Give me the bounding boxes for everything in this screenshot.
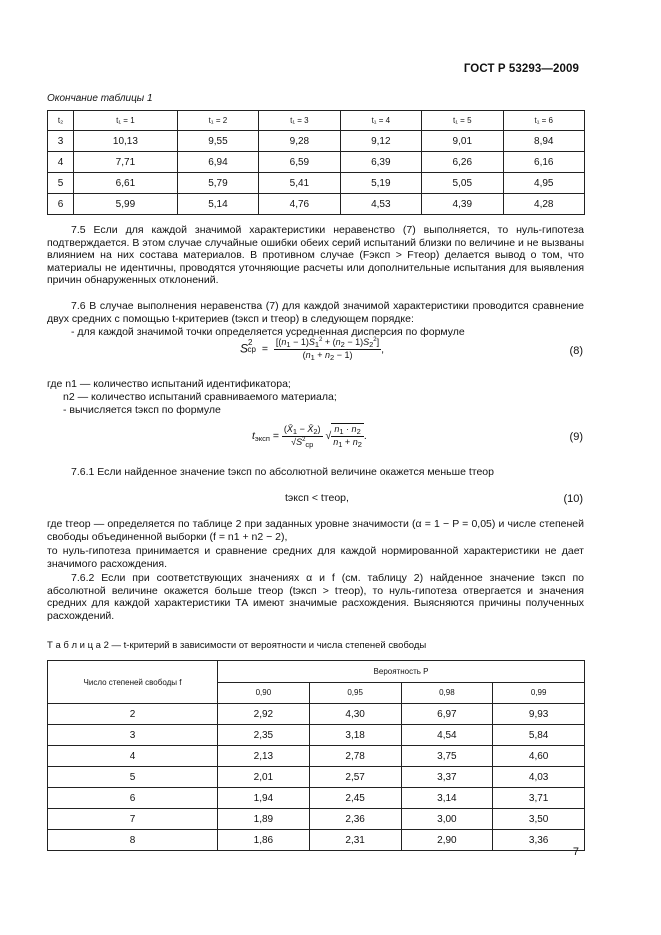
paragraph-7-5-text: 7.5 Если для каждой значимой характеристики неравенство (7) выполняется, то нуль-гипотеза подтверждается. В этом случае случайные ошибки обеих серий испытаний близки по величине и не вызваны влиянием на них состава материалов. В противном случае (Fэксп > Fтеор) делается вывод о том, что материалы не идентичны, проводятся уточняющие расчеты или дополнительные испытания для выявления причин обнаруженных отклонений. [47,224,584,287]
table2-cell: 3,14 [401,788,493,809]
table1-cell: 10,13 [74,131,178,152]
table1-row [48,152,585,173]
standard-header: ГОСТ Р 53293—2009 [463,63,579,75]
table1-header-cell: t₂ [48,111,74,131]
formula-10: tэксп < tтеор, [285,492,349,504]
formula-9: $t_{эксп}$ = $\frac{(X̄_1 - X̄_2)}{√S^2_{ср}}$ √ $\frac{n_1 \cdot n_2}{n_1 + n_2}$ . [252,423,367,449]
table1 [47,110,585,215]
table2-cell: 4,30 [309,704,401,725]
table1-cell: 5,14 [177,194,258,215]
table1-cell: 5 [48,173,74,194]
table2-probability-cell: 0,98 [401,682,493,704]
table2-cell: 2,36 [309,809,401,830]
formula-8: $S^2ср$ = $\frac{[(n_1 - 1)S_1^2 + (n_2 - 1)S_2^2]}{(n_1 + n_2 - 1)}$ , [240,337,385,362]
table1-header-cell: t₁ = 5 [422,111,503,131]
table1-cell: 6,39 [340,152,421,173]
table2-cell: 4,54 [401,725,493,746]
table1-cell: 4 [48,152,74,173]
table1-cell: 6,61 [74,173,178,194]
then-text: то нуль-гипотеза принимается и сравнение средних для каждой нормированной характеристики не дает значимого расхождения. [47,545,584,570]
table2-cell: 2,35 [218,725,310,746]
table2-cell: 4 [48,746,218,767]
table2-row [48,704,585,725]
table2-row [48,830,585,851]
paragraph-7-6-2: 7.6.2 Если при соответствующих значениях α и f (см. таблицу 2) найденное значение tэксп по абсолютной величине окажется больше tтеор (tэксп > tтеор), то нуль-гипотеза отвергается и значения средних для каждой характеристики ТА имеют значимые расхождения. Выясняются причины полученных расхождений. [47,572,584,622]
table2-row [48,809,585,830]
table2-cell: 1,86 [218,830,310,851]
table1-cell: 5,05 [422,173,503,194]
table1-cell: 3 [48,131,74,152]
table1-cell: 6 [48,194,74,215]
table2-cell: 3,75 [401,746,493,767]
table2-cell: 3,36 [493,830,585,851]
table1-cell: 9,01 [422,131,503,152]
table2-row [48,746,585,767]
table1-cell: 6,94 [177,152,258,173]
table2-cell: 2,31 [309,830,401,851]
where-t-theor: где tтеор — определяется по таблице 2 при заданных уровне значимости (α = 1 − P = 0,05) и числе степеней свободы объединенной выборки (f = n1 + n2 − 2), [47,518,584,543]
table2-caption: Т а б л и ц а 2 — t-критерий в зависимости от вероятности и числа степеней свободы [47,640,427,651]
table1-cell: 7,71 [74,152,178,173]
where-n1: где n1 — количество испытаний идентификатора; [47,378,291,390]
table1-cell: 9,12 [340,131,421,152]
equation-number-8: (8) [569,345,583,357]
table2-cell: 3,37 [401,767,493,788]
table2-cell: 3,18 [309,725,401,746]
table1-cell: 6,59 [259,152,340,173]
table1-cell: 4,39 [422,194,503,215]
bullet-dispersion: - для каждой значимой точки определяется усредненная дисперсия по формуле [71,326,465,338]
table2-row [48,788,585,809]
table1-header-cell: t₁ = 3 [259,111,340,131]
table2-probability-cell: 0,90 [218,682,310,704]
equation-number-10: (10) [563,493,583,505]
table2-cell: 1,94 [218,788,310,809]
table2-cell: 2,01 [218,767,310,788]
table2-cell: 2,90 [401,830,493,851]
table2-cell: 4,03 [493,767,585,788]
table2-cell: 2,92 [218,704,310,725]
table1-cell: 5,19 [340,173,421,194]
bullet-t-calc: - вычисляется tэксп по формуле [63,404,221,416]
table1-cell: 9,28 [259,131,340,152]
table1-cell: 6,16 [503,152,584,173]
table1-cell: 4,95 [503,173,584,194]
table1-header-cell: t₁ = 1 [74,111,178,131]
where-n2: n2 — количество испытаний сравниваемого материала; [63,391,337,403]
table2-probability-cell: 0,95 [309,682,401,704]
table1-header-cell: t₁ = 2 [177,111,258,131]
table2-cell: 3,71 [493,788,585,809]
paragraph-7-5 [47,224,584,287]
table2 [47,660,585,851]
table2-cell: 5,84 [493,725,585,746]
table2-cell: 2,45 [309,788,401,809]
table2-row [48,767,585,788]
equation-number-9: (9) [569,431,583,443]
table1-cell: 8,94 [503,131,584,152]
table2-probability-header: Вероятность P [218,661,585,683]
table1-cell: 4,53 [340,194,421,215]
table2-cell: 3 [48,725,218,746]
table1-header-cell: t₁ = 6 [503,111,584,131]
table1-cell: 5,41 [259,173,340,194]
table1-cell: 6,26 [422,152,503,173]
table1-header-cell: t₁ = 4 [340,111,421,131]
page-number: 7 [572,846,579,858]
table2-cell: 3,00 [401,809,493,830]
table2-cell: 9,93 [493,704,585,725]
table1-row [48,194,585,215]
table2-cell: 4,60 [493,746,585,767]
table1-caption: Окончание таблицы 1 [47,93,153,104]
paragraph-7-6 [47,300,584,325]
table1-cell: 4,76 [259,194,340,215]
table2-cell: 5 [48,767,218,788]
table1-cell: 4,28 [503,194,584,215]
table2-row [48,725,585,746]
table2-probability-cell: 0,99 [493,682,585,704]
table2-cell: 1,89 [218,809,310,830]
table2-cell: 6 [48,788,218,809]
table1-row [48,131,585,152]
table2-cell: 7 [48,809,218,830]
paragraph-7-6-text: 7.6 В случае выполнения неравенства (7) для каждой значимой характеристики проводится сравнение двух средних с помощью t-критериев (tэксп и tтеор) в следующем порядке: [47,300,584,325]
table2-cell: 3,50 [493,809,585,830]
table2-cell: 2,78 [309,746,401,767]
paragraph-7-6-1: 7.6.1 Если найденное значение tэксп по абсолютной величине окажется меньше tтеор [71,466,494,478]
table2-cell: 6,97 [401,704,493,725]
table1-cell: 9,55 [177,131,258,152]
table1-cell: 5,99 [74,194,178,215]
table2-cell: 2,57 [309,767,401,788]
table2-cell: 2 [48,704,218,725]
table2-col-degrees: Число степеней свободы f [48,661,218,704]
table1-cell: 5,79 [177,173,258,194]
table2-cell: 8 [48,830,218,851]
table2-cell: 2,13 [218,746,310,767]
table1-row [48,173,585,194]
